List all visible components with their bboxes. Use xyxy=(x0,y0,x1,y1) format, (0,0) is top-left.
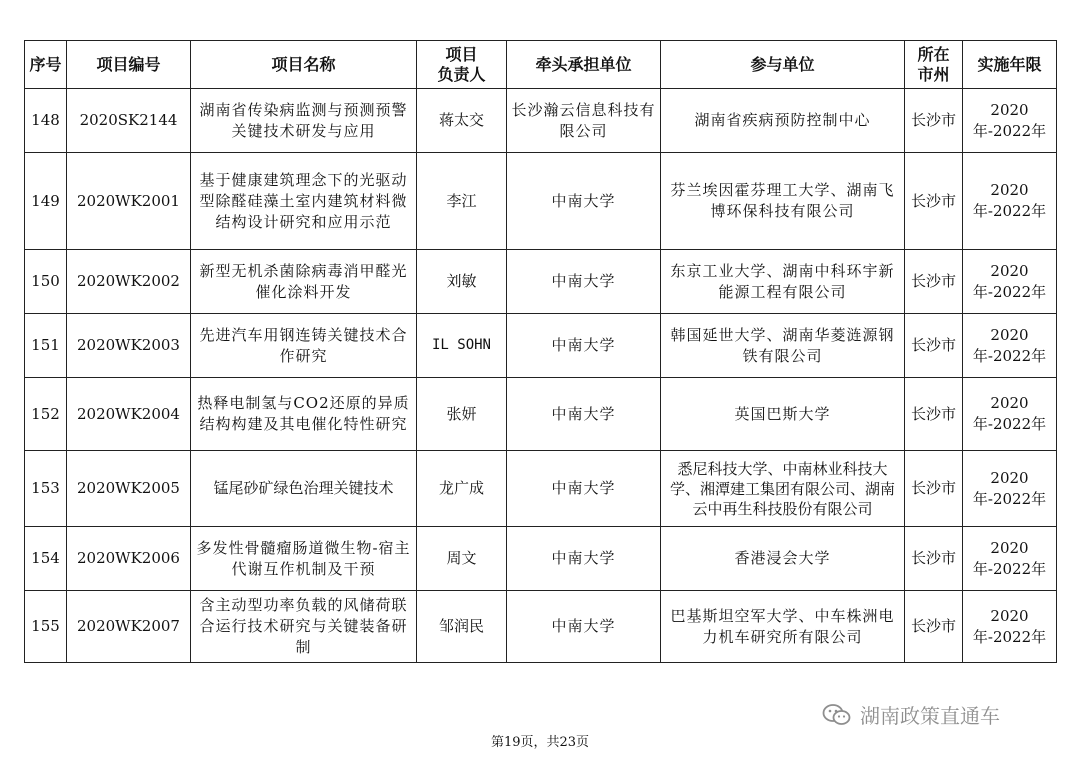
cell-period: 2020年-2022年 xyxy=(963,314,1057,378)
cell-partners: 韩国延世大学、湖南华菱涟源钢铁有限公司 xyxy=(661,314,905,378)
cell-code: 2020WK2005 xyxy=(67,451,191,527)
header-leader: 项目 负责人 xyxy=(417,41,507,89)
cell-name: 锰尾砂矿绿色治理关键技术 xyxy=(191,451,417,527)
header-name: 项目名称 xyxy=(191,41,417,89)
project-table xyxy=(24,40,1057,663)
table-row xyxy=(25,451,1057,527)
cell-code: 2020WK2007 xyxy=(67,591,191,663)
table-row xyxy=(25,89,1057,153)
cell-city: 长沙市 xyxy=(905,451,963,527)
cell-city: 长沙市 xyxy=(905,591,963,663)
header-partners: 参与单位 xyxy=(661,41,905,89)
cell-leader: 龙广成 xyxy=(417,451,507,527)
cell-code: 2020WK2003 xyxy=(67,314,191,378)
cell-city: 长沙市 xyxy=(905,250,963,314)
cell-partners: 东京工业大学、湖南中科环宇新能源工程有限公司 xyxy=(661,250,905,314)
cell-lead-unit: 中南大学 xyxy=(507,591,661,663)
cell-period: 2020年-2022年 xyxy=(963,250,1057,314)
cell-city: 长沙市 xyxy=(905,378,963,451)
cell-lead-unit: 中南大学 xyxy=(507,314,661,378)
table-row xyxy=(25,527,1057,591)
cell-no: 152 xyxy=(25,378,67,451)
watermark-text: 湖南政策直通车 xyxy=(860,704,1000,728)
cell-period: 2020年-2022年 xyxy=(963,591,1057,663)
header-period: 实施年限 xyxy=(963,41,1057,89)
cell-code: 2020WK2002 xyxy=(67,250,191,314)
cell-city: 长沙市 xyxy=(905,314,963,378)
header-no: 序号 xyxy=(25,41,67,89)
cell-partners: 香港浸会大学 xyxy=(661,527,905,591)
cell-city: 长沙市 xyxy=(905,527,963,591)
cell-period: 2020年-2022年 xyxy=(963,89,1057,153)
cell-no: 155 xyxy=(25,591,67,663)
cell-lead-unit: 中南大学 xyxy=(507,527,661,591)
page-number: 第19页，共23页 xyxy=(490,735,590,750)
table-header-row xyxy=(25,41,1057,89)
watermark xyxy=(822,700,1000,729)
cell-no: 154 xyxy=(25,527,67,591)
header-lead-unit: 牵头承担单位 xyxy=(507,41,661,89)
header-code: 项目编号 xyxy=(67,41,191,89)
cell-leader: 蒋太交 xyxy=(417,89,507,153)
cell-partners: 英国巴斯大学 xyxy=(661,378,905,451)
cell-city: 长沙市 xyxy=(905,89,963,153)
cell-code: 2020WK2001 xyxy=(67,153,191,250)
header-city: 所在 市州 xyxy=(905,41,963,89)
cell-name: 多发性骨髓瘤肠道微生物-宿主代谢互作机制及干预 xyxy=(191,527,417,591)
cell-no: 153 xyxy=(25,451,67,527)
table-row xyxy=(25,250,1057,314)
cell-name: 新型无机杀菌除病毒消甲醛光催化涂料开发 xyxy=(191,250,417,314)
cell-city: 长沙市 xyxy=(905,153,963,250)
cell-code: 2020WK2004 xyxy=(67,378,191,451)
cell-period: 2020年-2022年 xyxy=(963,378,1057,451)
cell-no: 149 xyxy=(25,153,67,250)
cell-name: 热释电制氢与CO2还原的异质结构构建及其电催化特性研究 xyxy=(191,378,417,451)
cell-lead-unit: 长沙瀚云信息科技有限公司 xyxy=(507,89,661,153)
cell-leader: 李江 xyxy=(417,153,507,250)
cell-no: 148 xyxy=(25,89,67,153)
cell-name: 基于健康建筑理念下的光驱动型除醛硅藻土室内建筑材料微结构设计研究和应用示范 xyxy=(191,153,417,250)
cell-name: 含主动型功率负载的风储荷联合运行技术研究与关键装备研制 xyxy=(191,591,417,663)
cell-code: 2020WK2006 xyxy=(67,527,191,591)
cell-leader: IL SOHN xyxy=(417,314,507,378)
cell-name: 湖南省传染病监测与预测预警关键技术研发与应用 xyxy=(191,89,417,153)
cell-name: 先进汽车用钢连铸关键技术合作研究 xyxy=(191,314,417,378)
cell-partners: 悉尼科技大学、中南林业科技大学、湘潭建工集团有限公司、湖南云中再生科技股份有限公司 xyxy=(661,451,905,527)
table-row xyxy=(25,591,1057,663)
cell-leader: 张妍 xyxy=(417,378,507,451)
cell-leader: 邹润民 xyxy=(417,591,507,663)
cell-leader: 刘敏 xyxy=(417,250,507,314)
cell-partners: 湖南省疾病预防控制中心 xyxy=(661,89,905,153)
cell-no: 151 xyxy=(25,314,67,378)
cell-no: 150 xyxy=(25,250,67,314)
cell-leader: 周文 xyxy=(417,527,507,591)
cell-period: 2020年-2022年 xyxy=(963,153,1057,250)
cell-lead-unit: 中南大学 xyxy=(507,451,661,527)
wechat-icon xyxy=(822,703,852,727)
cell-period: 2020年-2022年 xyxy=(963,451,1057,527)
table-row xyxy=(25,314,1057,378)
cell-partners: 芬兰埃因霍芬理工大学、湖南飞博环保科技有限公司 xyxy=(661,153,905,250)
table-row xyxy=(25,378,1057,451)
cell-period: 2020年-2022年 xyxy=(963,527,1057,591)
cell-lead-unit: 中南大学 xyxy=(507,153,661,250)
cell-lead-unit: 中南大学 xyxy=(507,250,661,314)
cell-partners: 巴基斯坦空军大学、中车株洲电力机车研究所有限公司 xyxy=(661,591,905,663)
table-row xyxy=(25,153,1057,250)
cell-code: 2020SK2144 xyxy=(67,89,191,153)
cell-lead-unit: 中南大学 xyxy=(507,378,661,451)
